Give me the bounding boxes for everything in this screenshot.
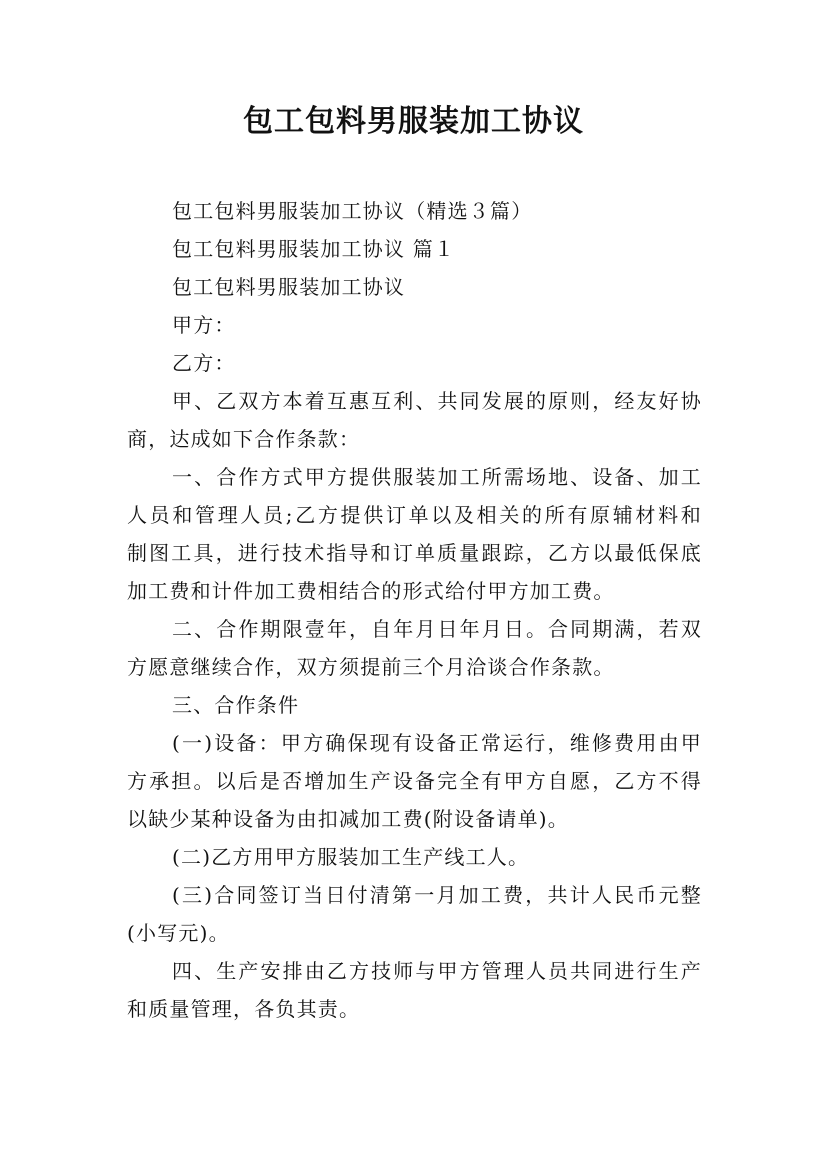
document-body (127, 196, 702, 1032)
clause-3-1-line-2: 方承担。以后是否增加生产设备完全有甲方自愿，乙方不得 (127, 769, 702, 793)
clause-1-line-2: 人员和管理人员;乙方提供订单以及相关的所有原辅材料和 (127, 503, 702, 527)
clause-3-3-line-2: (小写元)。 (127, 921, 230, 945)
clause-3-heading: 三、合作条件 (172, 693, 300, 717)
clause-2-line-2: 方愿意继续合作，双方须提前三个月洽谈合作条款。 (127, 655, 615, 679)
clause-3-2-line: (二)乙方用甲方服装加工生产线工人。 (172, 845, 530, 869)
clause-3-1-line-3: 以缺少某种设备为由扣减加工费(附设备请单)。 (127, 807, 570, 831)
clause-2-line-1: 二、合作期限壹年，自年月日年月日。合同期满，若双 (172, 617, 702, 641)
party-b-line: 乙方： (172, 351, 236, 375)
heading-selection: 包工包料男服装加工协议（精选３篇） (172, 199, 533, 223)
heading-agreement: 包工包料男服装加工协议 (172, 275, 406, 299)
intro-line-1: 甲、乙双方本着互惠互利、共同发展的原则，经友好协 (172, 389, 702, 413)
clause-1-line-3: 制图工具，进行技术指导和订单质量跟踪，乙方以最低保底 (127, 541, 702, 565)
clause-4-line-1: 四、生产安排由乙方技师与甲方管理人员共同进行生产 (172, 959, 702, 983)
clause-4-line-2: 和质量管理，各负其责。 (127, 997, 361, 1021)
clause-3-3-line-1: (三)合同签订当日付清第一月加工费，共计人民币元整 (172, 883, 702, 907)
party-a-line: 甲方： (172, 313, 236, 337)
heading-article-1: 包工包料男服装加工协议 篇１ (172, 237, 456, 261)
clause-1-line-4: 加工费和计件加工费相结合的形式给付甲方加工费。 (127, 579, 615, 603)
clause-1-line-1: 一、合作方式甲方提供服装加工所需场地、设备、加工 (172, 465, 702, 489)
intro-line-2: 商，达成如下合作条款： (127, 427, 361, 451)
document-title: 包工包料男服装加工协议 (243, 104, 584, 139)
clause-3-1-line-1: (一)设备：甲方确保现有设备正常运行，维修费用由甲 (172, 731, 702, 755)
